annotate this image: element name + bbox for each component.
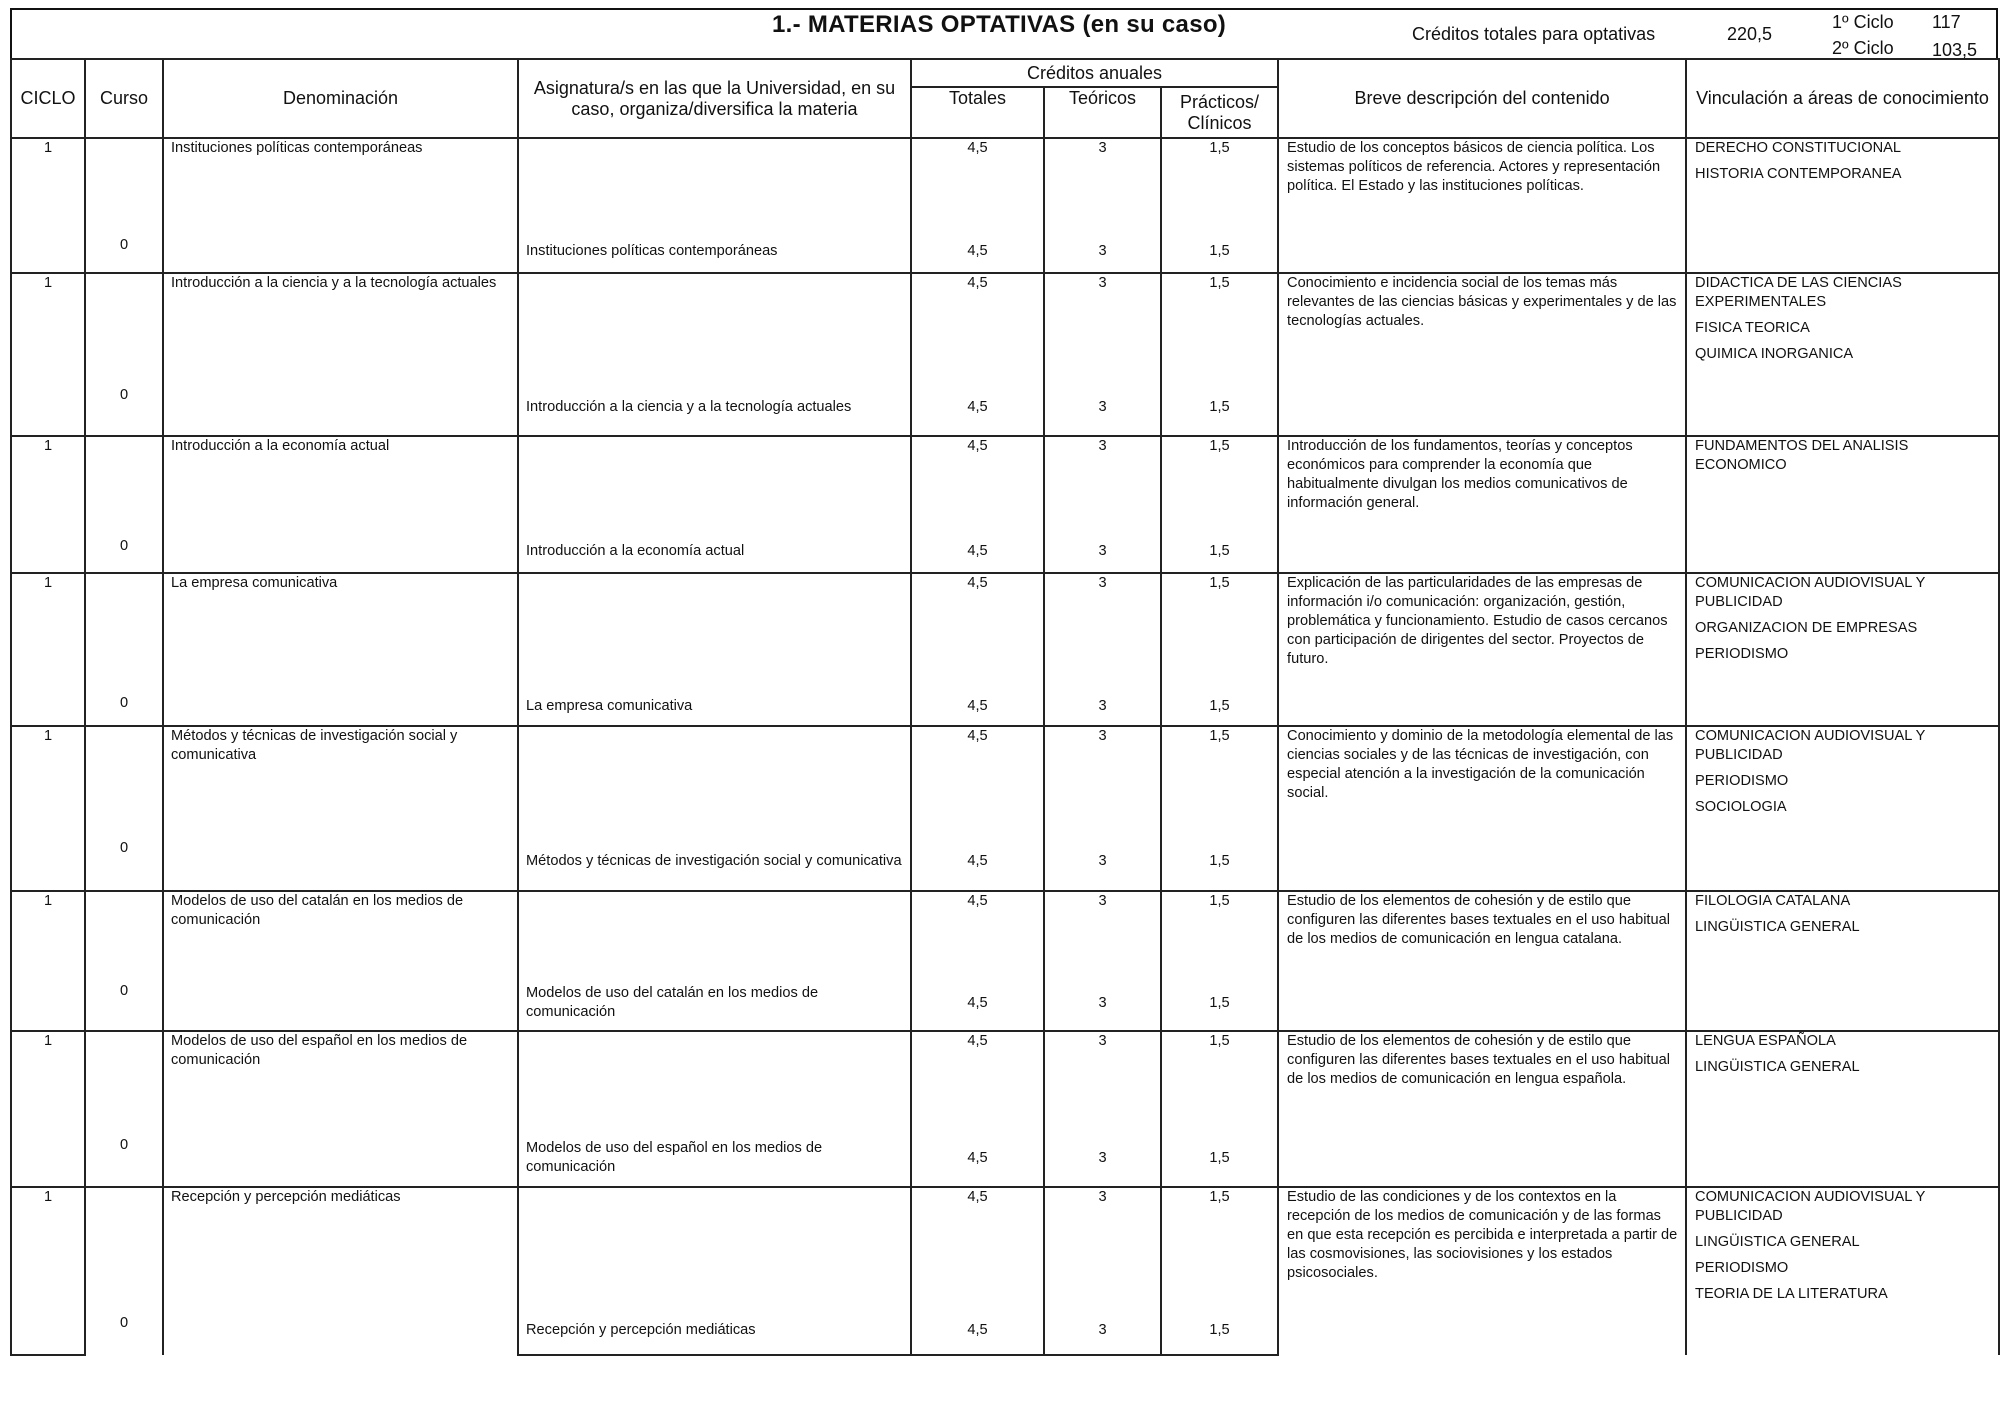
asignatura-practicos: 1,5 bbox=[1161, 1130, 1278, 1187]
area-item: COMUNICACION AUDIOVISUAL Y PUBLICIDAD bbox=[1695, 1189, 1926, 1224]
area-item: LINGÜISTICA GENERAL bbox=[1695, 1059, 1860, 1075]
materia-row bbox=[11, 573, 1999, 688]
materia-areas bbox=[1686, 891, 1999, 1031]
area-item: DIDACTICA DE LAS CIENCIAS EXPERIMENTALES bbox=[1695, 275, 1902, 310]
materia-row bbox=[11, 1187, 1999, 1307]
materia-row bbox=[11, 891, 1999, 976]
area-item: PERIODISMO bbox=[1695, 646, 1789, 662]
col-totales: Totales bbox=[911, 87, 1044, 138]
materia-teoricos: 3 bbox=[1044, 573, 1161, 688]
asignatura-teoricos: 3 bbox=[1044, 976, 1161, 1031]
materia-descripcion: Introducción de los fundamentos, teorías y conceptos económicos para comprender la economía que habitualmente divulgan los medios comunicativos de información general. bbox=[1278, 436, 1686, 573]
materia-denominacion: Métodos y técnicas de investigación social y comunicativa bbox=[163, 726, 518, 891]
materia-practicos: 1,5 bbox=[1161, 138, 1278, 230]
materia-denominacion: Modelos de uso del catalán en los medios de comunicación bbox=[163, 891, 518, 1031]
asignatura-teoricos: 3 bbox=[1044, 230, 1161, 273]
asignatura-totales: 4,5 bbox=[911, 230, 1044, 273]
materia-areas bbox=[1686, 273, 1999, 436]
materia-descripcion: Conocimiento y dominio de la metodología elemental de las ciencias sociales y de las técnicas de investigación, con especial atención a la investigación de la comunicación social. bbox=[1278, 726, 1686, 891]
asignatura-nombre: La empresa comunicativa bbox=[518, 688, 911, 726]
materias-table bbox=[10, 58, 2000, 1356]
materia-totales: 4,5 bbox=[911, 138, 1044, 230]
asignatura-totales: 4,5 bbox=[911, 1130, 1044, 1187]
area-item: LINGÜISTICA GENERAL bbox=[1695, 1234, 1860, 1250]
materia-descripcion: Conocimiento e incidencia social de los temas más relevantes de las ciencias básicas y experimentales y de las tecnologías actuales. bbox=[1278, 273, 1686, 436]
materia-totales: 4,5 bbox=[911, 726, 1044, 833]
materia-areas bbox=[1686, 436, 1999, 573]
area-item: PERIODISMO bbox=[1695, 1260, 1789, 1276]
creditos-totales-label: Créditos totales para optativas bbox=[1412, 24, 1656, 44]
area-item: FUNDAMENTOS DEL ANALISIS ECONOMICO bbox=[1695, 438, 1909, 473]
asignatura-practicos: 1,5 bbox=[1161, 380, 1278, 436]
asignatura-practicos: 1,5 bbox=[1161, 230, 1278, 273]
materia-row bbox=[11, 1031, 1999, 1130]
area-item: DERECHO CONSTITUCIONAL bbox=[1695, 140, 1901, 156]
col-asignatura: Asignatura/s en las que la Universidad, en su caso, organiza/diversifica la materia bbox=[518, 59, 911, 138]
materia-areas bbox=[1686, 573, 1999, 726]
area-item: QUIMICA INORGANICA bbox=[1695, 346, 1854, 362]
area-item: FILOLOGIA CATALANA bbox=[1695, 893, 1851, 909]
materia-teoricos: 3 bbox=[1044, 891, 1161, 976]
materia-teoricos: 3 bbox=[1044, 138, 1161, 230]
materia-curso: 0 bbox=[85, 891, 163, 1031]
ciclo2-label: 2º Ciclo bbox=[1832, 38, 1894, 58]
materia-curso: 0 bbox=[85, 726, 163, 891]
area-item: HISTORIA CONTEMPORANEA bbox=[1695, 166, 1902, 182]
materia-curso: 0 bbox=[85, 573, 163, 726]
materia-ciclo: 1 bbox=[11, 891, 85, 976]
asignatura-totales: 4,5 bbox=[911, 688, 1044, 726]
area-item: COMUNICACION AUDIOVISUAL Y PUBLICIDAD bbox=[1695, 575, 1926, 610]
materia-teoricos: 3 bbox=[1044, 726, 1161, 833]
materia-practicos: 1,5 bbox=[1161, 891, 1278, 976]
asignatura-totales: 4,5 bbox=[911, 380, 1044, 436]
materia-ciclo: 1 bbox=[11, 1187, 85, 1307]
materia-curso: 0 bbox=[85, 138, 163, 273]
col-descripcion: Breve descripción del contenido bbox=[1278, 59, 1686, 138]
asignatura-practicos: 1,5 bbox=[1161, 531, 1278, 573]
materia-ciclo: 1 bbox=[11, 273, 85, 380]
asignatura-nombre: Instituciones políticas contemporáneas bbox=[518, 230, 911, 273]
ciclo1-value: 117 bbox=[1932, 12, 1961, 32]
materia-ciclo: 1 bbox=[11, 573, 85, 688]
area-item: FISICA TEORICA bbox=[1695, 320, 1810, 336]
asignatura-practicos: 1,5 bbox=[1161, 833, 1278, 891]
materia-ciclo: 1 bbox=[11, 436, 85, 531]
materia-denominacion: Recepción y percepción mediáticas bbox=[163, 1187, 518, 1355]
materia-row bbox=[11, 726, 1999, 833]
materia-totales: 4,5 bbox=[911, 1031, 1044, 1130]
materia-ciclo: 1 bbox=[11, 726, 85, 833]
materia-practicos: 1,5 bbox=[1161, 273, 1278, 380]
materia-denominacion: Instituciones políticas contemporáneas bbox=[163, 138, 518, 273]
materia-row bbox=[11, 273, 1999, 380]
materia-denominacion: Introducción a la ciencia y a la tecnología actuales bbox=[163, 273, 518, 436]
materia-totales: 4,5 bbox=[911, 1187, 1044, 1307]
col-practicos: Prácticos/ Clínicos bbox=[1161, 87, 1278, 138]
asignatura-nombre: Introducción a la economía actual bbox=[518, 531, 911, 573]
asignatura-nombre: Métodos y técnicas de investigación social y comunicativa bbox=[518, 833, 911, 891]
materia-denominacion: Modelos de uso del español en los medios de comunicación bbox=[163, 1031, 518, 1187]
materia-practicos: 1,5 bbox=[1161, 1187, 1278, 1307]
asignatura-nombre: Modelos de uso del catalán en los medios de comunicación bbox=[518, 976, 911, 1031]
materia-teoricos: 3 bbox=[1044, 273, 1161, 380]
asignatura-nombre: Modelos de uso del español en los medios de comunicación bbox=[518, 1130, 911, 1187]
asignatura-practicos: 1,5 bbox=[1161, 976, 1278, 1031]
materia-totales: 4,5 bbox=[911, 891, 1044, 976]
area-item: LINGÜISTICA GENERAL bbox=[1695, 919, 1860, 935]
area-item: LENGUA ESPAÑOLA bbox=[1695, 1033, 1836, 1049]
materia-areas bbox=[1686, 1187, 1999, 1355]
asignatura-practicos: 1,5 bbox=[1161, 1307, 1278, 1355]
materia-ciclo: 1 bbox=[11, 1031, 85, 1130]
materia-descripcion: Estudio de los conceptos básicos de ciencia política. Los sistemas políticos de referencia. Actores y representación política. El Estado y las instituciones políticas. bbox=[1278, 138, 1686, 273]
materia-areas bbox=[1686, 138, 1999, 273]
area-item: TEORIA DE LA LITERATURA bbox=[1695, 1286, 1888, 1302]
asignatura-totales: 4,5 bbox=[911, 1307, 1044, 1355]
area-item: PERIODISMO bbox=[1695, 773, 1789, 789]
col-teoricos: Teóricos bbox=[1044, 87, 1161, 138]
area-item: COMUNICACION AUDIOVISUAL Y PUBLICIDAD bbox=[1695, 728, 1926, 763]
materia-totales: 4,5 bbox=[911, 273, 1044, 380]
asignatura-totales: 4,5 bbox=[911, 976, 1044, 1031]
materia-practicos: 1,5 bbox=[1161, 1031, 1278, 1130]
materia-descripcion: Estudio de los elementos de cohesión y de estilo que configuren las diferentes bases textuales en el uso habitual de los medios de comunicación en lengua catalana. bbox=[1278, 891, 1686, 1031]
materia-practicos: 1,5 bbox=[1161, 726, 1278, 833]
materia-descripcion: Estudio de los elementos de cohesión y de estilo que configuren las diferentes bases textuales en el uso habitual de los medios de comunicación en lengua española. bbox=[1278, 1031, 1686, 1187]
materia-ciclo: 1 bbox=[11, 138, 85, 230]
asignatura-teoricos: 3 bbox=[1044, 833, 1161, 891]
asignatura-practicos: 1,5 bbox=[1161, 688, 1278, 726]
materia-teoricos: 3 bbox=[1044, 436, 1161, 531]
asignatura-nombre: Introducción a la ciencia y a la tecnología actuales bbox=[518, 380, 911, 436]
creditos-totales-value: 220,5 bbox=[1727, 24, 1773, 44]
area-item: ORGANIZACION DE EMPRESAS bbox=[1695, 620, 1918, 636]
asignatura-teoricos: 3 bbox=[1044, 1307, 1161, 1355]
materia-teoricos: 3 bbox=[1044, 1031, 1161, 1130]
asignatura-teoricos: 3 bbox=[1044, 688, 1161, 726]
materia-practicos: 1,5 bbox=[1161, 436, 1278, 531]
col-denominacion: Denominación bbox=[163, 59, 518, 138]
materia-curso: 0 bbox=[85, 436, 163, 573]
asignatura-teoricos: 3 bbox=[1044, 531, 1161, 573]
asignatura-teoricos: 3 bbox=[1044, 380, 1161, 436]
col-vinculacion: Vinculación a áreas de conocimiento bbox=[1686, 59, 1999, 138]
materia-curso: 0 bbox=[85, 1031, 163, 1187]
materia-practicos: 1,5 bbox=[1161, 573, 1278, 688]
materia-curso: 0 bbox=[85, 273, 163, 436]
materia-denominacion: La empresa comunicativa bbox=[163, 573, 518, 726]
ciclo2-value: 103,5 bbox=[1932, 40, 1978, 60]
ciclo1-label: 1º Ciclo bbox=[1832, 12, 1894, 32]
materia-totales: 4,5 bbox=[911, 436, 1044, 531]
materia-descripcion: Explicación de las particularidades de las empresas de información i/o comunicación: organización, gestión, problemática y funcionamiento. Estudio de casos cercanos con participación de dirigentes del sector. Proyectos de futuro. bbox=[1278, 573, 1686, 726]
col-creditos-anuales: Créditos anuales bbox=[911, 59, 1278, 87]
table-header-band bbox=[10, 8, 1998, 58]
materia-row bbox=[11, 138, 1999, 230]
materia-areas bbox=[1686, 726, 1999, 891]
materia-row bbox=[11, 436, 1999, 531]
materia-totales: 4,5 bbox=[911, 573, 1044, 688]
materia-denominacion: Introducción a la economía actual bbox=[163, 436, 518, 573]
asignatura-teoricos: 3 bbox=[1044, 1130, 1161, 1187]
materia-areas bbox=[1686, 1031, 1999, 1187]
asignatura-nombre: Recepción y percepción mediáticas bbox=[518, 1307, 911, 1355]
page-title: 1.- MATERIAS OPTATIVAS (en su caso) bbox=[772, 11, 1227, 38]
materia-teoricos: 3 bbox=[1044, 1187, 1161, 1307]
materia-descripcion: Estudio de las condiciones y de los contextos en la recepción de los medios de comunicación y de las formas en que esta recepción es percibida e interpretada a partir de las cosmovisiones, las sociovisiones y los estados psicosociales. bbox=[1278, 1187, 1686, 1355]
col-curso: Curso bbox=[85, 59, 163, 138]
area-item: SOCIOLOGIA bbox=[1695, 799, 1787, 815]
asignatura-totales: 4,5 bbox=[911, 833, 1044, 891]
asignatura-totales: 4,5 bbox=[911, 531, 1044, 573]
materia-curso: 0 bbox=[85, 1187, 163, 1355]
materias-body bbox=[11, 138, 1999, 1355]
col-ciclo: CICLO bbox=[11, 59, 85, 138]
